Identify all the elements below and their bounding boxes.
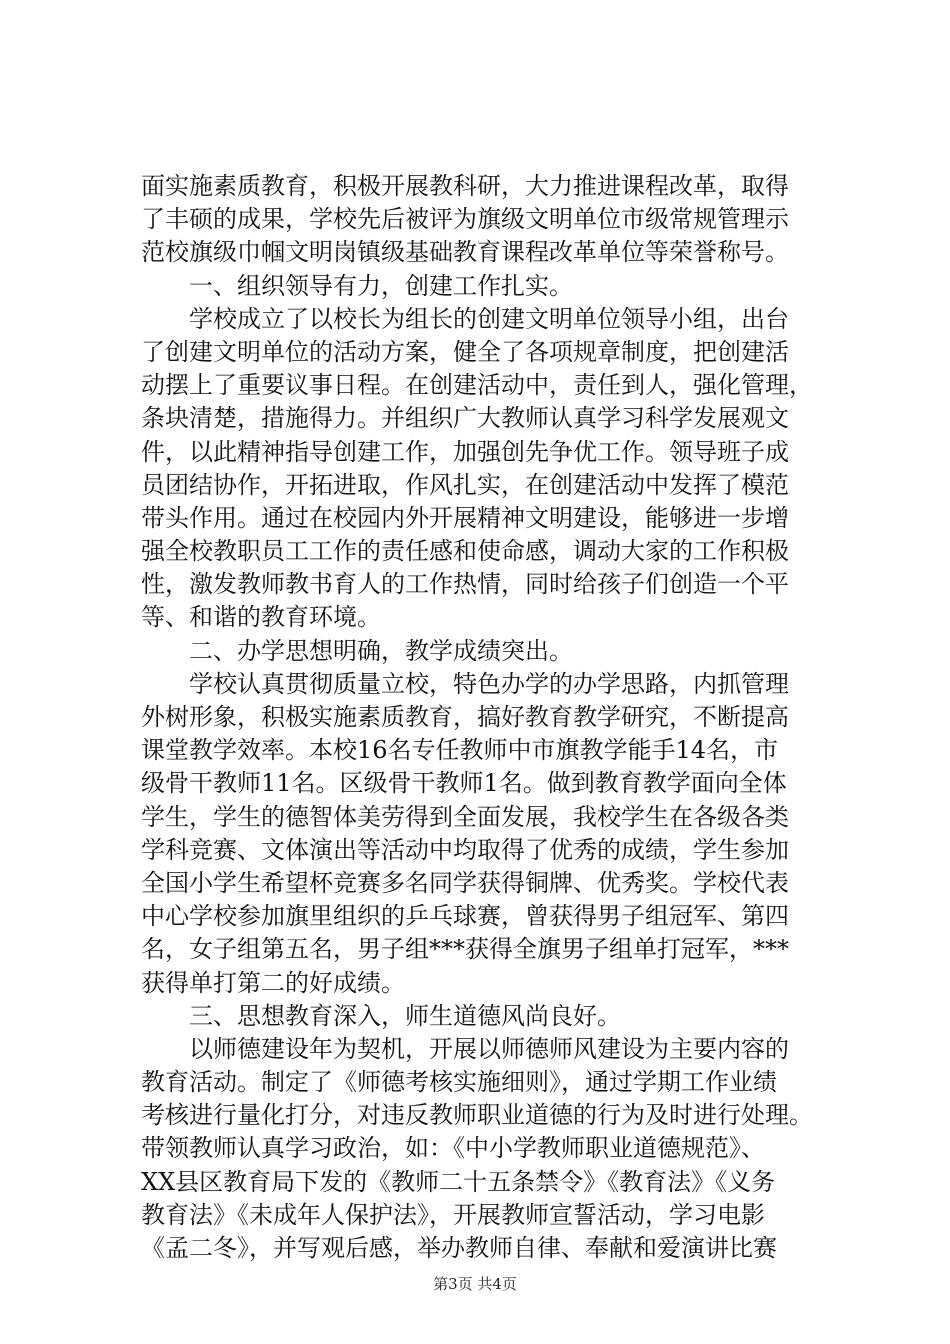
text-line: 员团结协作，开拓进取，作风扎实，在创建活动中发挥了模范 [141,470,789,499]
document-body [141,170,841,1265]
page-number-footer: 第3页 共4页 [433,1275,517,1293]
section-heading-3: 三、思想教育深入，师生道德风尚良好。 [189,1001,621,1030]
text-line: 学生，学生的德智体美劳得到全面发展，我校学生在各级各类 [141,802,789,831]
text-line: 动摆上了重要议事日程。在创建活动中，责任到人，强化管理， [141,371,813,400]
text-line: 条块清楚，措施得力。并组织广大教师认真学习科学发展观文 [141,404,789,433]
section-heading-2: 二、办学思想明确，教学成绩突出。 [189,636,573,665]
text-line: 级骨干教师11名。区级骨干教师1名。做到教育教学面向全体 [141,769,787,798]
text-line: 了创建文明单位的活动方案，健全了各项规章制度，把创建活 [141,337,789,366]
section-heading-1: 一、组织领导有力，创建工作扎实。 [189,271,573,300]
text-line: 强全校教职员工工作的责任感和使命感，调动大家的工作积极 [141,537,789,566]
text-line: 范校旗级巾帼文明岗镇级基础教育课程改革单位等荣誉称号。 [141,238,789,267]
text-line: 考核进行量化打分，对违反教师职业道德的行为及时进行处理。 [141,1101,813,1130]
text-line: 全国小学生希望杯竞赛多名同学获得铜牌、优秀奖。学校代表 [141,868,789,897]
text-line: 件，以此精神指导创建工作，加强创先争优工作。领导班子成 [141,437,789,466]
text-line: 获得单打第二的好成绩。 [141,968,405,997]
paragraph-start: 以师德建设年为契机，开展以师德师风建设为主要内容的 [189,1034,789,1063]
text-line: 名，女子组第五名，男子组***获得全旗男子组单打冠军，*** [141,935,789,964]
text-line: XX县区教育局下发的《教师二十五条禁令》《教育法》《义务 [141,1167,776,1196]
text-line: 了丰硕的成果，学校先后被评为旗级文明单位市级常规管理示 [141,205,789,234]
text-line: 课堂教学效率。本校16名专任教师中市旗教学能手14名，市 [141,736,779,765]
text-line: 中心学校参加旗里组织的乒乓球赛，曾获得男子组冠军、第四 [141,902,789,931]
text-line: 《孟二冬》，并写观后感，举办教师自律、奉献和爱演讲比赛 [141,1234,777,1262]
paragraph-start: 学校认真贯彻质量立校，特色办学的办学思路，内抓管理 [189,669,789,698]
text-line: 带头作用。通过在校园内外开展精神文明建设，能够进一步增 [141,503,789,532]
text-line: 教育活动。制定了《师德考核实施细则》，通过学期工作业绩 [141,1068,777,1097]
text-line: 等、和谐的教育环境。 [141,603,381,632]
paragraph-start: 学校成立了以校长为组长的创建文明单位领导小组，出台 [189,304,789,333]
text-line: 性，激发教师教书育人的工作热情，同时给孩子们创造一个平 [141,570,789,599]
text-line: 学科竞赛、文体演出等活动中均取得了优秀的成绩，学生参加 [141,835,789,864]
text-line: 带领教师认真学习政治，如：《中小学教师职业道德规范》、 [141,1134,765,1163]
text-line: 外树形象，积极实施素质教育，搞好教育教学研究，不断提高 [141,703,789,731]
text-line: 教育法》《未成年人保护法》，开展教师宣誓活动，学习电影 [141,1200,765,1229]
text-line: 面实施素质教育，积极开展教科研，大力推进课程改革，取得 [141,172,789,200]
